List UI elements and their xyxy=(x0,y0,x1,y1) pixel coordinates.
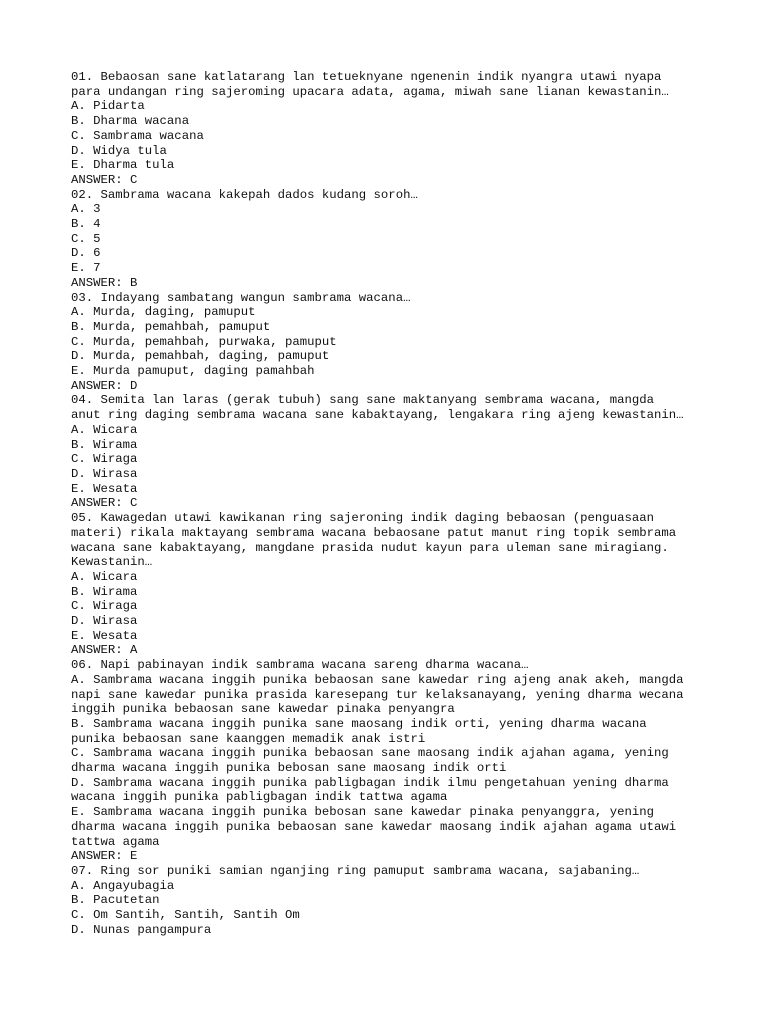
text-line: 01. Bebaosan sane katlatarang lan tetueknyane ngenenin indik nyangra utawi nyapa xyxy=(71,70,662,84)
text-line: C. Om Santih, Santih, Santih Om xyxy=(71,908,300,923)
text-line: E. Sambrama wacana inggih punika bebosan sane kawedar pinaka penyanggra, yening xyxy=(71,805,654,820)
text-line: D. Widya tula xyxy=(71,143,167,158)
text-line: A. Pidarta xyxy=(71,99,145,114)
text-line: A. Wicara xyxy=(71,422,138,437)
text-line: 04. Semita lan laras (gerak tubuh) sang sane maktanyang sembrama wacana, mangda xyxy=(71,393,654,408)
text-line: 07. Ring sor puniki samian nganjing ring pamuput sambrama wacana, sajabaning… xyxy=(71,863,640,878)
document-page xyxy=(71,70,711,937)
text-line: E. Murda pamuput, daging pamahbah xyxy=(71,364,315,379)
text-line: E. 7 xyxy=(71,261,101,276)
text-line: E. Dharma tula xyxy=(71,158,175,173)
text-line: ANSWER: B xyxy=(71,275,138,290)
text-line: anut ring daging sembrama wacana sane kabaktayang, lengakara ring ajeng kewastanin… xyxy=(71,408,684,423)
text-line: A. Wicara xyxy=(71,569,138,584)
text-line: tattwa agama xyxy=(71,834,160,849)
text-line: napi sane kawedar punika prasida karesepang tur kelaksanayang, yening dharma wecana xyxy=(71,687,684,702)
text-line: C. 5 xyxy=(71,231,101,246)
text-line: D. Nunas pangampura xyxy=(71,922,212,937)
text-line: B. 4 xyxy=(71,217,101,232)
text-line: B. Wirama xyxy=(71,437,138,452)
text-line: C. Murda, pemahbah, purwaka, pamuput xyxy=(71,334,337,349)
text-line: B. Wirama xyxy=(71,584,138,599)
text-line: dharma wacana inggih punika bebaosan sane kawedar maosang indik ajahan agama utawi xyxy=(71,819,677,834)
text-line: 03. Indayang sambatang wangun sambrama wacana… xyxy=(71,290,411,305)
text-line: E. Wesata xyxy=(71,628,138,643)
text-line: D. Wirasa xyxy=(71,614,138,629)
text-line: ANSWER: D xyxy=(71,378,138,393)
text-line: B. Sambrama wacana inggih punika sane maosang indik orti, yening dharma wacana xyxy=(71,716,647,731)
text-line: inggih punika bebaosan sane kawedar pinaka penyangra xyxy=(71,702,455,717)
text-line: B. Pacutetan xyxy=(71,893,160,908)
text-line: C. Wiraga xyxy=(71,452,138,467)
text-line: 02. Sambrama wacana kakepah dados kudang soroh… xyxy=(71,187,418,202)
text-line: D. Murda, pemahbah, daging, pamuput xyxy=(71,349,330,364)
text-line: D. Sambrama wacana inggih punika pabligbagan indik ilmu pengetahuan yening dharma xyxy=(71,775,669,790)
text-line: A. Murda, daging, pamuput xyxy=(71,305,256,320)
text-line: B. Murda, pemahbah, pamuput xyxy=(71,319,271,334)
text-line: ANSWER: C xyxy=(71,172,138,187)
text-line: D. 6 xyxy=(71,246,101,261)
text-line: ANSWER: E xyxy=(71,849,138,864)
text-line: punika bebaosan sane kaanggen memadik anak istri xyxy=(71,731,426,746)
text-line: para undangan ring sajeroming upacara adata, agama, miwah sane lianan kewastanin… xyxy=(71,84,669,99)
text-line: B. Dharma wacana xyxy=(71,114,190,129)
text-line: wacana inggih punika pabligbagan indik tattwa agama xyxy=(71,790,448,805)
text-line: wacana sane kabaktayang, mangdane prasida nudut kayun para uleman sane miragiang. xyxy=(71,540,669,555)
text-line: C. Wiraga xyxy=(71,599,138,614)
text-line: C. Sambrama wacana inggih punika bebaosan sane maosang indik ajahan agama, yening xyxy=(71,746,669,761)
text-line: ANSWER: C xyxy=(71,496,138,511)
text-line: ANSWER: A xyxy=(71,643,138,658)
text-line: 06. Napi pabinayan indik sambrama wacana sareng dharma wacana… xyxy=(71,658,529,673)
text-line: C. Sambrama wacana xyxy=(71,128,204,143)
text-line: A. Angayubagia xyxy=(71,878,175,893)
text-line: Kewastanin… xyxy=(71,555,153,570)
text-line: A. 3 xyxy=(71,202,101,217)
text-line: A. Sambrama wacana inggih punika bebaosan sane kawedar ring ajeng anak akeh, mangda xyxy=(71,672,684,687)
text-line: E. Wesata xyxy=(71,481,138,496)
text-line: materi) rikala maktayang sembrama wacana bebaosane patut manut ring topik sembrama xyxy=(71,525,677,540)
text-line: 05. Kawagedan utawi kawikanan ring sajeroning indik daging bebaosan (penguasaan xyxy=(71,511,654,526)
text-line: D. Wirasa xyxy=(71,466,138,481)
text-line: dharma wacana inggih punika bebosan sane maosang indik orti xyxy=(71,761,507,776)
